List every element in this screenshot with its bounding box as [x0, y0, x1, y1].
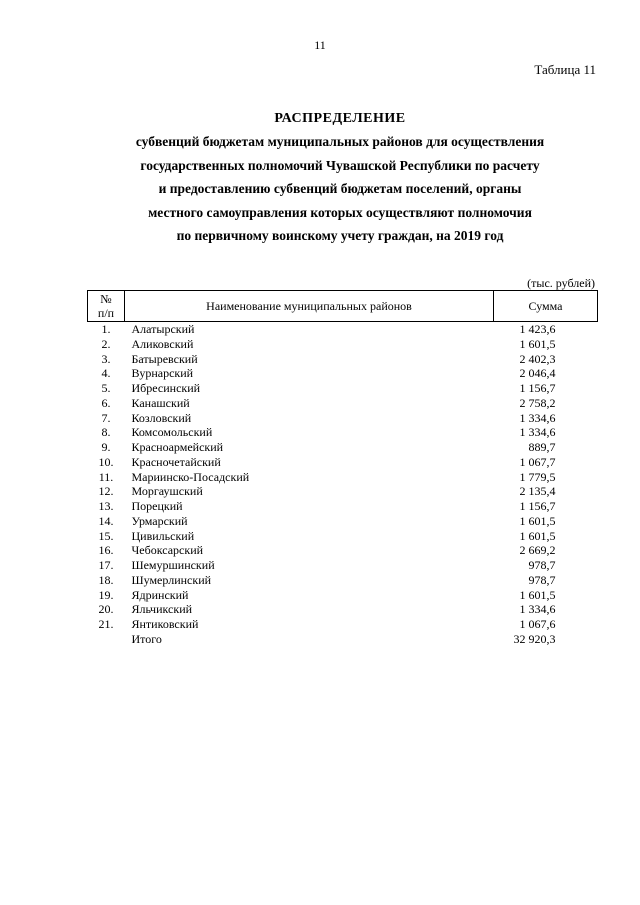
units-label: (тыс. рублей): [527, 276, 595, 290]
table-row: [88, 573, 598, 588]
row-district-name: Моргаушский: [131, 484, 203, 499]
row-number: 9.: [101, 440, 111, 454]
table-row: [88, 366, 598, 381]
table-row: [88, 425, 598, 440]
row-district-name: Шумерлинский: [131, 572, 212, 587]
header-number-line1: №: [100, 292, 112, 306]
title-line: субвенций бюджетам муниципальных районов для осуществления: [135, 134, 545, 149]
title-line: государственных полномочий Чувашской Республики по расчету: [140, 157, 540, 173]
table-row: [88, 381, 598, 396]
row-district-name: Чебоксарский: [131, 543, 204, 558]
row-sum: 32 920,3: [513, 631, 556, 646]
row-district-name: Красночетайский: [131, 454, 221, 469]
row-sum: 1 601,5: [519, 336, 556, 351]
row-sum: 1 779,5: [519, 469, 556, 484]
row-number: 12.: [98, 484, 114, 499]
table-row: [88, 322, 598, 337]
row-sum: 1 601,5: [519, 528, 556, 543]
row-sum: 978,7: [528, 558, 556, 572]
row-district-name: Красноармейский: [131, 440, 224, 454]
row-number: 1.: [101, 322, 111, 336]
row-district-name: Козловский: [131, 410, 192, 425]
row-sum: 1 334,6: [519, 602, 556, 617]
table-row: [88, 529, 598, 544]
row-number: 5.: [101, 381, 111, 395]
row-sum: 1 067,6: [519, 617, 556, 631]
title-line: местного самоуправления которых осуществляют полномочия: [148, 204, 532, 220]
row-district-name: Цивильский: [131, 528, 195, 543]
row-number: 20.: [98, 602, 114, 617]
row-district-name: Порецкий: [131, 499, 183, 513]
row-sum: 2 402,3: [519, 351, 556, 366]
page-number: 11: [314, 38, 326, 52]
table-row: [88, 543, 598, 558]
row-number: 2.: [101, 336, 111, 351]
row-sum: 1 156,7: [519, 381, 556, 395]
table-row: [88, 337, 598, 352]
table-row: [88, 558, 598, 573]
row-number: 6.: [101, 395, 111, 410]
row-number: 18.: [98, 572, 114, 587]
row-district-name: Батыревский: [131, 351, 198, 366]
row-district-name: Канашский: [131, 395, 190, 410]
row-district-name: Ядринский: [131, 587, 189, 602]
title-line: и предоставлению субвенций бюджетам поселений, органы: [158, 181, 522, 196]
header-district-name: Наименование муниципальных районов: [125, 291, 494, 322]
row-district-name: Урмарский: [131, 513, 188, 528]
table-body: [88, 322, 598, 647]
row-sum: 1 067,7: [519, 454, 556, 469]
row-sum: 889,7: [528, 440, 556, 454]
document-title: [60, 108, 620, 248]
table-row: [88, 632, 598, 647]
distribution-table: [87, 290, 598, 647]
row-number: 8.: [101, 425, 111, 440]
row-number: 10.: [98, 454, 114, 469]
row-number: 15.: [98, 528, 114, 543]
row-number: 21.: [98, 617, 114, 631]
title-main: РАСПРЕДЕЛЕНИЕ: [274, 111, 406, 126]
row-number: 3.: [101, 351, 111, 366]
row-district-name: Шемуршинский: [131, 558, 215, 572]
row-sum: 978,7: [528, 572, 556, 587]
row-sum: 1 156,7: [519, 499, 556, 513]
row-sum: 1 334,6: [519, 410, 556, 425]
table-row: [88, 588, 598, 603]
row-number: 17.: [98, 558, 114, 572]
table-row: [88, 396, 598, 411]
table-row: [88, 411, 598, 426]
table-row: [88, 514, 598, 529]
row-district-name: Алатырский: [131, 322, 195, 336]
row-number: 16.: [98, 543, 114, 558]
row-number: 19.: [98, 587, 114, 602]
row-district-name: Яльчикский: [131, 602, 193, 617]
table-row: [88, 470, 598, 485]
row-district-name: Янтиковский: [131, 617, 199, 631]
table-reference: Таблица 11: [534, 62, 596, 77]
row-sum: 1 601,5: [519, 513, 556, 528]
row-district-name: Мариинско-Посадский: [131, 469, 250, 484]
row-sum: 1 601,5: [519, 587, 556, 602]
table-header-row: [88, 291, 598, 322]
row-number: 14.: [98, 513, 114, 528]
table-row: [88, 484, 598, 499]
row-district-name: Итого: [131, 631, 162, 646]
row-district-name: Комсомольский: [131, 425, 213, 440]
table-row: [88, 602, 598, 617]
table-row: [88, 440, 598, 455]
title-line: по первичному воинскому учету граждан, на 2019 год: [176, 228, 504, 243]
header-number: [88, 291, 125, 322]
row-sum: 2 758,2: [519, 395, 556, 410]
table-row: [88, 617, 598, 632]
row-district-name: Аликовский: [131, 336, 194, 351]
row-number: 4.: [101, 366, 111, 381]
row-number: [88, 632, 125, 647]
row-number: 13.: [98, 499, 114, 513]
row-sum: 1 334,6: [519, 425, 556, 440]
table-row: [88, 499, 598, 514]
table-row: [88, 352, 598, 367]
row-sum: 2 669,2: [519, 543, 556, 558]
header-sum: Сумма: [494, 291, 598, 322]
row-number: 7.: [101, 410, 111, 425]
row-district-name: Ибресинский: [131, 381, 201, 395]
row-number: 11.: [98, 469, 114, 484]
row-sum: 2 046,4: [519, 366, 556, 381]
row-sum: 2 135,4: [519, 484, 556, 499]
table-row: [88, 455, 598, 470]
row-sum: 1 423,6: [519, 322, 556, 336]
row-district-name: Вурнарский: [131, 366, 194, 381]
header-number-line2: п/п: [97, 306, 115, 320]
